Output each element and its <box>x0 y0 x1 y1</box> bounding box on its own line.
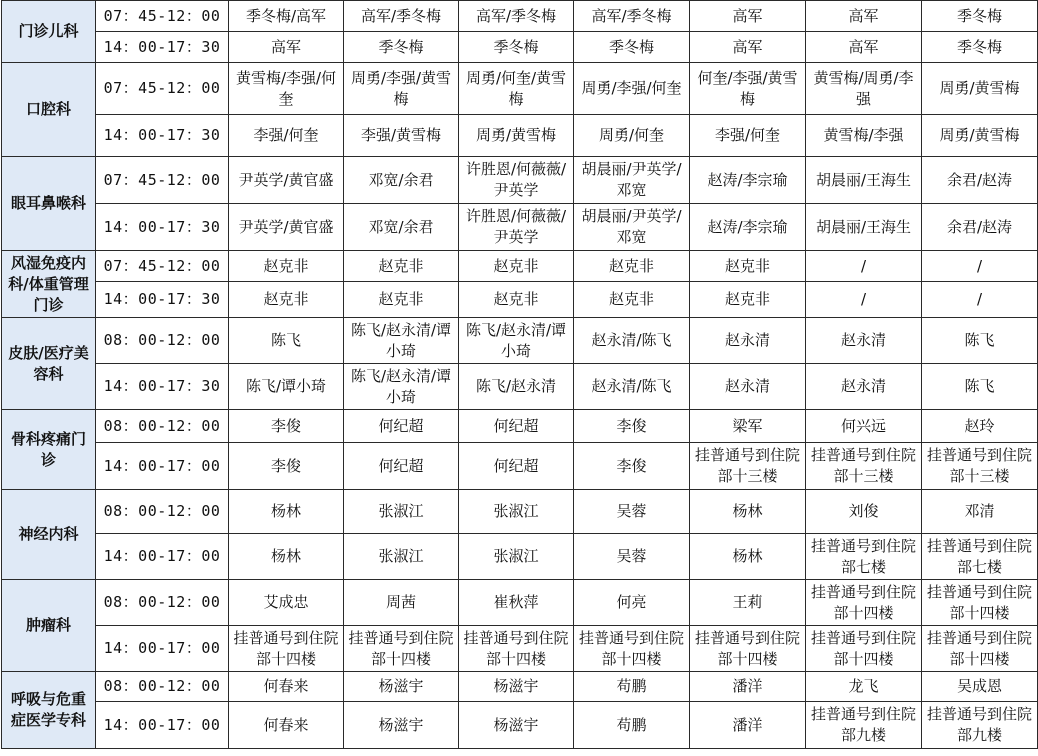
doctor-cell: 杨滋宇 <box>459 702 574 749</box>
department-name: 风湿免疫内科/体重管理门诊 <box>2 251 96 318</box>
doctor-cell: 杨滋宇 <box>344 672 459 702</box>
doctor-cell: 高军/季冬梅 <box>459 1 574 32</box>
doctor-cell: 赵涛/李宗瑜 <box>690 204 806 251</box>
time-slot: 14：00-17：00 <box>96 443 229 490</box>
time-slot: 08：00-12：00 <box>96 318 229 364</box>
doctor-cell: 赵永清 <box>806 318 922 364</box>
doctor-cell: 何纪超 <box>344 443 459 490</box>
table-row <box>2 32 1038 63</box>
time-slot: 08：00-12：00 <box>96 672 229 702</box>
doctor-cell: 吴蓉 <box>574 534 690 580</box>
doctor-cell: 杨林 <box>690 490 806 534</box>
doctor-cell: 邓宽/余君 <box>344 204 459 251</box>
doctor-cell: 艾成忠 <box>229 580 344 626</box>
doctor-cell: 赵克非 <box>344 251 459 282</box>
doctor-cell: 胡晨丽/尹英学/邓宽 <box>574 157 690 204</box>
doctor-cell: 杨林 <box>690 534 806 580</box>
doctor-cell: / <box>806 282 922 318</box>
doctor-cell: 张淑江 <box>344 534 459 580</box>
doctor-cell: 高军 <box>806 32 922 63</box>
time-slot: 14：00-17：00 <box>96 702 229 749</box>
department-name: 口腔科 <box>2 63 96 157</box>
doctor-cell: 高军 <box>690 1 806 32</box>
doctor-cell: 何纪超 <box>344 410 459 443</box>
doctor-cell: 杨林 <box>229 534 344 580</box>
table-row <box>2 672 1038 702</box>
doctor-cell: 周勇/何奎/黄雪梅 <box>459 63 574 115</box>
doctor-cell: 何纪超 <box>459 410 574 443</box>
doctor-cell: 赵克非 <box>574 251 690 282</box>
doctor-cell: 陈飞/赵永清/谭小琦 <box>344 364 459 410</box>
table-row <box>2 490 1038 534</box>
doctor-cell: 周勇/李强/黄雪梅 <box>344 63 459 115</box>
doctor-cell: 挂普通号到住院部十四楼 <box>574 626 690 672</box>
doctor-cell: 黄雪梅/李强 <box>806 115 922 157</box>
doctor-cell: 李俊 <box>229 410 344 443</box>
doctor-cell: 季冬梅 <box>922 32 1038 63</box>
doctor-cell: 挂普通号到住院部十四楼 <box>229 626 344 672</box>
doctor-cell: 李俊 <box>574 410 690 443</box>
doctor-cell: 邓宽/余君 <box>344 157 459 204</box>
doctor-cell: 赵玲 <box>922 410 1038 443</box>
doctor-cell: 挂普通号到住院部七楼 <box>806 534 922 580</box>
doctor-cell: 挂普通号到住院部十四楼 <box>806 626 922 672</box>
table-row <box>2 443 1038 490</box>
table-row <box>2 410 1038 443</box>
doctor-cell: 赵克非 <box>229 251 344 282</box>
doctor-cell: / <box>806 251 922 282</box>
doctor-cell: 高军 <box>229 32 344 63</box>
doctor-cell: 周茜 <box>344 580 459 626</box>
department-name: 肿瘤科 <box>2 580 96 672</box>
time-slot: 07：45-12：00 <box>96 157 229 204</box>
doctor-cell: 赵永清/陈飞 <box>574 318 690 364</box>
time-slot: 14：00-17：30 <box>96 364 229 410</box>
doctor-cell: 周勇/何奎 <box>574 115 690 157</box>
doctor-cell: 陈飞/赵永清/谭小琦 <box>344 318 459 364</box>
doctor-cell: 挂普通号到住院部十四楼 <box>806 580 922 626</box>
doctor-cell: 潘洋 <box>690 702 806 749</box>
doctor-cell: 赵克非 <box>344 282 459 318</box>
doctor-cell: 陈飞 <box>229 318 344 364</box>
doctor-cell: 许胜恩/何薇薇/尹英学 <box>459 204 574 251</box>
doctor-cell: 季冬梅 <box>574 32 690 63</box>
doctor-cell: 余君/赵涛 <box>922 204 1038 251</box>
doctor-cell: 崔秋萍 <box>459 580 574 626</box>
doctor-cell: 挂普通号到住院部十四楼 <box>459 626 574 672</box>
doctor-cell: 季冬梅 <box>459 32 574 63</box>
doctor-cell: 胡晨丽/王海生 <box>806 204 922 251</box>
time-slot: 07：45-12：00 <box>96 251 229 282</box>
doctor-cell: 胡晨丽/尹英学/邓宽 <box>574 204 690 251</box>
doctor-cell: 张淑江 <box>459 534 574 580</box>
time-slot: 08：00-12：00 <box>96 490 229 534</box>
doctor-cell: 陈飞 <box>922 318 1038 364</box>
doctor-cell: 胡晨丽/王海生 <box>806 157 922 204</box>
doctor-cell: 挂普通号到住院部十三楼 <box>922 443 1038 490</box>
doctor-cell: 杨林 <box>229 490 344 534</box>
doctor-cell: 龙飞 <box>806 672 922 702</box>
department-name: 门诊儿科 <box>2 1 96 63</box>
table-row <box>2 626 1038 672</box>
doctor-cell: 季冬梅/高军 <box>229 1 344 32</box>
time-slot: 08：00-12：00 <box>96 580 229 626</box>
doctor-cell: 梁军 <box>690 410 806 443</box>
doctor-cell: 周勇/黄雪梅 <box>922 115 1038 157</box>
time-slot: 14：00-17：30 <box>96 282 229 318</box>
time-slot: 14：00-17：00 <box>96 626 229 672</box>
doctor-cell: 张淑江 <box>459 490 574 534</box>
doctor-cell: 赵涛/李宗瑜 <box>690 157 806 204</box>
time-slot: 07：45-12：00 <box>96 1 229 32</box>
schedule-body <box>2 1 1038 749</box>
doctor-cell: 潘洋 <box>690 672 806 702</box>
doctor-cell: 尹英学/黄官盛 <box>229 157 344 204</box>
table-row <box>2 534 1038 580</box>
doctor-cell: 赵克非 <box>459 251 574 282</box>
table-row <box>2 157 1038 204</box>
table-row <box>2 63 1038 115</box>
table-row <box>2 318 1038 364</box>
doctor-cell: 苟鹏 <box>574 672 690 702</box>
doctor-cell: 季冬梅 <box>922 1 1038 32</box>
doctor-cell: 高军/季冬梅 <box>574 1 690 32</box>
doctor-cell: 赵永清 <box>690 318 806 364</box>
doctor-cell: 邓清 <box>922 490 1038 534</box>
doctor-cell: 黄雪梅/周勇/李强 <box>806 63 922 115</box>
doctor-cell: 挂普通号到住院部七楼 <box>922 534 1038 580</box>
doctor-cell: 挂普通号到住院部十四楼 <box>344 626 459 672</box>
doctor-cell: 何亮 <box>574 580 690 626</box>
table-row <box>2 251 1038 282</box>
doctor-cell: 杨滋宇 <box>459 672 574 702</box>
doctor-cell: 周勇/李强/何奎 <box>574 63 690 115</box>
doctor-cell: 王莉 <box>690 580 806 626</box>
doctor-cell: 周勇/黄雪梅 <box>922 63 1038 115</box>
doctor-cell: 陈飞 <box>922 364 1038 410</box>
doctor-cell: 吴蓉 <box>574 490 690 534</box>
doctor-cell: 尹英学/黄官盛 <box>229 204 344 251</box>
doctor-cell: 挂普通号到住院部九楼 <box>922 702 1038 749</box>
department-name: 神经内科 <box>2 490 96 580</box>
doctor-cell: 陈飞/赵永清 <box>459 364 574 410</box>
department-name: 呼吸与危重症医学专科 <box>2 672 96 749</box>
time-slot: 14：00-17：00 <box>96 534 229 580</box>
doctor-cell: 挂普通号到住院部十四楼 <box>922 626 1038 672</box>
doctor-cell: 赵永清 <box>806 364 922 410</box>
doctor-cell: 高军/季冬梅 <box>344 1 459 32</box>
doctor-cell: 陈飞/谭小琦 <box>229 364 344 410</box>
doctor-cell: 赵克非 <box>459 282 574 318</box>
doctor-cell: 何兴远 <box>806 410 922 443</box>
doctor-cell: 苟鹏 <box>574 702 690 749</box>
doctor-cell: 许胜恩/何薇薇/尹英学 <box>459 157 574 204</box>
doctor-cell: 吴成恩 <box>922 672 1038 702</box>
doctor-cell: 赵克非 <box>229 282 344 318</box>
doctor-cell: 赵永清 <box>690 364 806 410</box>
doctor-cell: 何奎/李强/黄雪梅 <box>690 63 806 115</box>
time-slot: 14：00-17：30 <box>96 115 229 157</box>
doctor-cell: / <box>922 282 1038 318</box>
doctor-cell: 季冬梅 <box>344 32 459 63</box>
doctor-cell: 杨滋宇 <box>344 702 459 749</box>
doctor-cell: 黄雪梅/李强/何奎 <box>229 63 344 115</box>
doctor-cell: 赵克非 <box>574 282 690 318</box>
doctor-cell: / <box>922 251 1038 282</box>
doctor-cell: 赵克非 <box>690 251 806 282</box>
doctor-cell: 张淑江 <box>344 490 459 534</box>
table-row <box>2 364 1038 410</box>
doctor-cell: 李强/黄雪梅 <box>344 115 459 157</box>
doctor-cell: 高军 <box>690 32 806 63</box>
doctor-cell: 何春来 <box>229 702 344 749</box>
doctor-cell: 李强/何奎 <box>229 115 344 157</box>
clinic-schedule-table <box>1 0 1038 749</box>
department-name: 皮肤/医疗美容科 <box>2 318 96 410</box>
table-row <box>2 580 1038 626</box>
doctor-cell: 挂普通号到住院部九楼 <box>806 702 922 749</box>
table-row <box>2 702 1038 749</box>
doctor-cell: 余君/赵涛 <box>922 157 1038 204</box>
doctor-cell: 刘俊 <box>806 490 922 534</box>
doctor-cell: 李强/何奎 <box>690 115 806 157</box>
department-name: 眼耳鼻喉科 <box>2 157 96 251</box>
doctor-cell: 挂普通号到住院部十三楼 <box>690 443 806 490</box>
doctor-cell: 挂普通号到住院部十三楼 <box>806 443 922 490</box>
doctor-cell: 何纪超 <box>459 443 574 490</box>
doctor-cell: 周勇/黄雪梅 <box>459 115 574 157</box>
time-slot: 14：00-17：30 <box>96 32 229 63</box>
table-row <box>2 1 1038 32</box>
doctor-cell: 赵永清/陈飞 <box>574 364 690 410</box>
doctor-cell: 挂普通号到住院部十四楼 <box>922 580 1038 626</box>
time-slot: 07：45-12：00 <box>96 63 229 115</box>
time-slot: 08：00-12：00 <box>96 410 229 443</box>
table-row <box>2 115 1038 157</box>
time-slot: 14：00-17：30 <box>96 204 229 251</box>
doctor-cell: 陈飞/赵永清/谭小琦 <box>459 318 574 364</box>
table-row <box>2 204 1038 251</box>
doctor-cell: 何春来 <box>229 672 344 702</box>
doctor-cell: 挂普通号到住院部十四楼 <box>690 626 806 672</box>
doctor-cell: 李俊 <box>574 443 690 490</box>
doctor-cell: 赵克非 <box>690 282 806 318</box>
table-row <box>2 282 1038 318</box>
department-name: 骨科疼痛门诊 <box>2 410 96 490</box>
doctor-cell: 李俊 <box>229 443 344 490</box>
doctor-cell: 高军 <box>806 1 922 32</box>
